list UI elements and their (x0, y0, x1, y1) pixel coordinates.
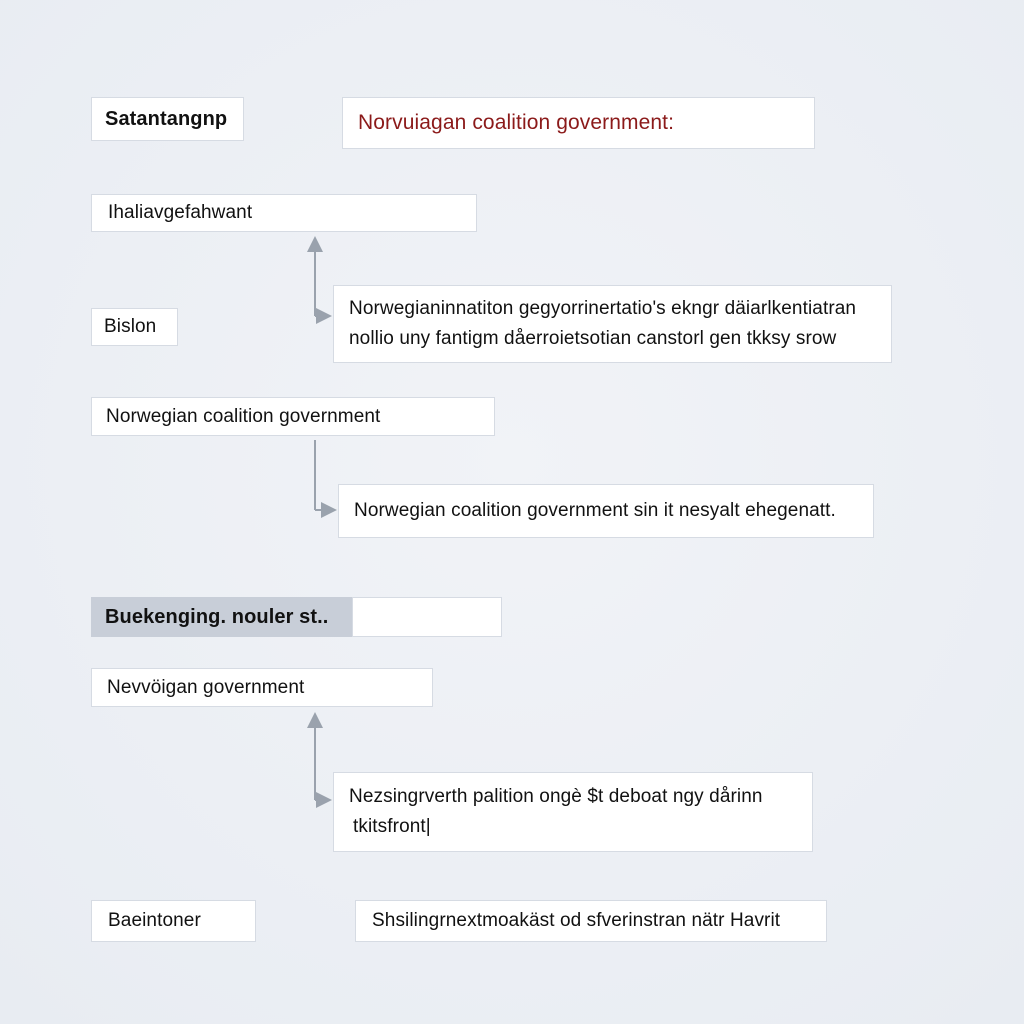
group-1-detail-line-1: Norwegianinnatiton gegyorrinertatio's ekngr däiarlkentiatran (349, 298, 857, 319)
group-1-side-text: Bislon (104, 316, 157, 337)
group-3-top-text: Nevvöigan government (107, 676, 305, 698)
diagram-title-text: Norvuiagan coalition government: (358, 111, 675, 134)
group-3-shaded-text: Buekenging. nouler st.. (105, 605, 329, 628)
group-3-top-label (91, 668, 433, 707)
header-left-label (91, 97, 244, 141)
group-1-detail-box (333, 285, 892, 363)
group-3-shaded-label (91, 597, 352, 637)
footer-left-label (91, 900, 256, 942)
group-1-side-label (91, 308, 178, 346)
group-2-detail-line-1: Norwegian coalition government sin it nesyalt ehegenatt. (354, 500, 836, 521)
group-1-top-label (91, 194, 477, 232)
connector-2 (315, 440, 333, 510)
diagram-title (342, 97, 815, 149)
connector-1 (315, 240, 328, 316)
group-2-top-text: Norwegian coalition government (106, 405, 381, 427)
group-3-input-field[interactable] (352, 597, 502, 637)
group-1-top-text: Ihaliavgefahwant (108, 202, 253, 223)
group-3-detail-line-2: tkitsfront| (353, 816, 431, 837)
group-2-top-label (91, 397, 495, 436)
header-left-text: Satantangnp (105, 107, 228, 130)
group-3-detail-box (333, 772, 813, 852)
footer-right-text: Shsilingrnextmoakäst od sfverinstran nätr Havrit (372, 910, 781, 931)
connector-3 (315, 716, 328, 800)
footer-right-label (355, 900, 827, 942)
group-1-detail-line-2: nollio uny fantigm dåerroietsotian canstorl gen tkksy srow (349, 328, 837, 349)
group-3-detail-line-1: Nezsingrverth palition ongè $t deboat ngy dårinn (349, 786, 763, 807)
group-2-detail-box (338, 484, 874, 538)
footer-left-text: Baeintoner (108, 910, 201, 931)
